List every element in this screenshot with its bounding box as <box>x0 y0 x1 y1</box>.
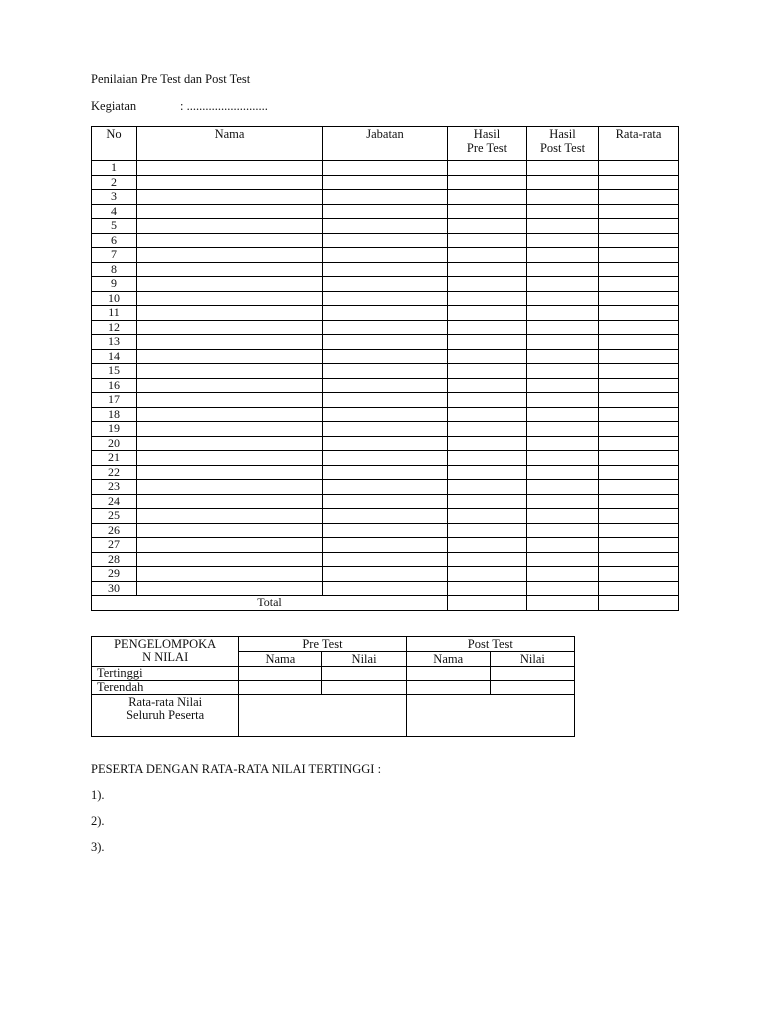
row-number: 19 <box>92 422 137 437</box>
cell <box>599 161 679 176</box>
cell <box>527 248 599 263</box>
cell <box>323 277 448 292</box>
pre-test-nama-header: Nama <box>239 652 322 667</box>
cell <box>599 436 679 451</box>
total-row <box>92 596 679 611</box>
table-row <box>92 494 679 509</box>
cell <box>137 465 323 480</box>
cell <box>137 320 323 335</box>
header-nama: Nama <box>137 127 323 161</box>
cell <box>137 335 323 350</box>
row-number: 22 <box>92 465 137 480</box>
cell <box>137 175 323 190</box>
cell <box>599 190 679 205</box>
winner-item: 1). <box>91 788 105 802</box>
cell <box>323 581 448 596</box>
cell <box>406 667 490 681</box>
row-number: 24 <box>92 494 137 509</box>
cell <box>137 436 323 451</box>
table-row <box>92 581 679 596</box>
cell <box>137 262 323 277</box>
header-jabatan: Jabatan <box>323 127 448 161</box>
cell <box>323 320 448 335</box>
cell <box>448 364 527 379</box>
cell <box>448 552 527 567</box>
cell <box>137 248 323 263</box>
table-row <box>92 262 679 277</box>
cell <box>527 552 599 567</box>
cell <box>527 465 599 480</box>
cell <box>448 233 527 248</box>
table-row <box>92 306 679 321</box>
cell <box>323 407 448 422</box>
table-row <box>92 335 679 350</box>
cell <box>527 596 599 611</box>
row-number: 26 <box>92 523 137 538</box>
cell <box>599 233 679 248</box>
cell <box>448 407 527 422</box>
cell <box>448 581 527 596</box>
cell <box>323 480 448 495</box>
cell <box>137 509 323 524</box>
cell <box>599 175 679 190</box>
cell <box>527 378 599 393</box>
cell <box>137 190 323 205</box>
row-number: 27 <box>92 538 137 553</box>
cell <box>527 523 599 538</box>
grouping-header: PENGELOMPOKA N NILAI <box>92 637 239 667</box>
cell <box>448 320 527 335</box>
header-hasil-post-test: Hasil Post Test <box>527 127 599 161</box>
cell <box>448 190 527 205</box>
row-number: 14 <box>92 349 137 364</box>
cell <box>448 436 527 451</box>
cell <box>448 596 527 611</box>
cell <box>599 596 679 611</box>
cell <box>323 494 448 509</box>
cell <box>323 422 448 437</box>
cell <box>137 204 323 219</box>
cell <box>527 291 599 306</box>
table-row <box>92 407 679 422</box>
cell <box>137 306 323 321</box>
post-test-nama-header: Nama <box>406 652 490 667</box>
cell <box>527 393 599 408</box>
cell <box>137 538 323 553</box>
table-row <box>92 393 679 408</box>
scores-table <box>91 126 679 611</box>
row-number: 3 <box>92 190 137 205</box>
cell <box>323 190 448 205</box>
row-number: 30 <box>92 581 137 596</box>
cell <box>323 451 448 466</box>
document-title: Penilaian Pre Test dan Post Test <box>91 72 251 86</box>
row-number: 18 <box>92 407 137 422</box>
cell <box>527 436 599 451</box>
header-rata-rata: Rata-rata <box>599 127 679 161</box>
cell <box>448 219 527 234</box>
cell <box>322 681 406 695</box>
header-no: No <box>92 127 137 161</box>
tertinggi-label: Tertinggi <box>92 667 239 681</box>
table-row <box>92 364 679 379</box>
cell <box>323 523 448 538</box>
cell <box>527 480 599 495</box>
cell <box>323 538 448 553</box>
cell <box>599 335 679 350</box>
grouping-table <box>91 636 575 737</box>
table-row <box>92 175 679 190</box>
row-number: 2 <box>92 175 137 190</box>
cell <box>599 567 679 582</box>
table-row <box>92 190 679 205</box>
cell <box>527 407 599 422</box>
cell <box>137 422 323 437</box>
cell <box>323 465 448 480</box>
cell <box>323 291 448 306</box>
cell <box>448 480 527 495</box>
cell <box>527 567 599 582</box>
cell <box>527 335 599 350</box>
cell <box>323 175 448 190</box>
table-row <box>92 523 679 538</box>
cell <box>599 248 679 263</box>
cell <box>599 480 679 495</box>
row-number: 20 <box>92 436 137 451</box>
cell <box>490 667 574 681</box>
table-row <box>92 349 679 364</box>
row-number: 9 <box>92 277 137 292</box>
pre-test-header: Pre Test <box>239 637 406 652</box>
table-row <box>92 480 679 495</box>
cell <box>599 320 679 335</box>
row-number: 29 <box>92 567 137 582</box>
cell <box>239 667 322 681</box>
cell <box>599 219 679 234</box>
cell <box>323 248 448 263</box>
rata-rata-label: Rata-rata Nilai Seluruh Peserta <box>92 695 239 737</box>
cell <box>137 581 323 596</box>
table-row <box>92 248 679 263</box>
cell <box>323 335 448 350</box>
cell <box>323 204 448 219</box>
cell <box>448 567 527 582</box>
cell <box>137 291 323 306</box>
cell <box>137 494 323 509</box>
cell <box>527 509 599 524</box>
cell <box>599 349 679 364</box>
cell <box>527 306 599 321</box>
cell <box>137 277 323 292</box>
cell <box>448 523 527 538</box>
cell <box>527 161 599 176</box>
row-number: 6 <box>92 233 137 248</box>
cell <box>137 161 323 176</box>
table-row <box>92 451 679 466</box>
row-number: 21 <box>92 451 137 466</box>
table-row <box>92 219 679 234</box>
cell <box>599 451 679 466</box>
row-number: 4 <box>92 204 137 219</box>
cell <box>490 681 574 695</box>
cell <box>322 667 406 681</box>
cell <box>527 422 599 437</box>
cell <box>137 552 323 567</box>
cell <box>323 436 448 451</box>
cell <box>527 219 599 234</box>
cell <box>323 393 448 408</box>
table-row <box>92 436 679 451</box>
cell <box>137 480 323 495</box>
cell <box>323 306 448 321</box>
cell <box>599 277 679 292</box>
cell <box>448 291 527 306</box>
row-number: 10 <box>92 291 137 306</box>
cell <box>448 465 527 480</box>
cell <box>323 233 448 248</box>
cell <box>323 364 448 379</box>
cell <box>239 695 406 737</box>
cell <box>323 219 448 234</box>
cell <box>527 233 599 248</box>
cell <box>527 277 599 292</box>
row-number: 25 <box>92 509 137 524</box>
cell <box>406 681 490 695</box>
cell <box>137 407 323 422</box>
total-label: Total <box>92 596 448 611</box>
cell <box>323 509 448 524</box>
table-row <box>92 378 679 393</box>
table-row <box>92 204 679 219</box>
table-row <box>92 552 679 567</box>
cell <box>137 364 323 379</box>
cell <box>599 538 679 553</box>
row-number: 7 <box>92 248 137 263</box>
cell <box>599 204 679 219</box>
cell <box>448 277 527 292</box>
kegiatan-label: Kegiatan <box>91 99 137 113</box>
row-number: 23 <box>92 480 137 495</box>
cell <box>527 204 599 219</box>
cell <box>527 320 599 335</box>
table-row <box>92 567 679 582</box>
cell <box>527 364 599 379</box>
cell <box>448 378 527 393</box>
cell <box>599 378 679 393</box>
cell <box>599 393 679 408</box>
post-test-nilai-header: Nilai <box>490 652 574 667</box>
table-row <box>92 509 679 524</box>
cell <box>527 581 599 596</box>
row-number: 17 <box>92 393 137 408</box>
cell <box>323 567 448 582</box>
cell <box>599 291 679 306</box>
row-number: 28 <box>92 552 137 567</box>
cell <box>448 306 527 321</box>
table-row <box>92 465 679 480</box>
cell <box>137 233 323 248</box>
row-number: 1 <box>92 161 137 176</box>
post-test-header: Post Test <box>406 637 574 652</box>
header-hasil-pre-test: Hasil Pre Test <box>448 127 527 161</box>
table-row <box>92 320 679 335</box>
cell <box>599 306 679 321</box>
cell <box>323 349 448 364</box>
cell <box>448 451 527 466</box>
cell <box>527 494 599 509</box>
cell <box>599 262 679 277</box>
cell <box>448 175 527 190</box>
cell <box>137 523 323 538</box>
cell <box>137 378 323 393</box>
cell <box>323 161 448 176</box>
cell <box>599 523 679 538</box>
terendah-label: Terendah <box>92 681 239 695</box>
row-number: 13 <box>92 335 137 350</box>
kegiatan-value: : .......................... <box>180 99 268 113</box>
cell <box>448 161 527 176</box>
table-row <box>92 422 679 437</box>
cell <box>599 407 679 422</box>
cell <box>527 538 599 553</box>
pre-test-nilai-header: Nilai <box>322 652 406 667</box>
cell <box>448 422 527 437</box>
cell <box>527 349 599 364</box>
table-row <box>92 161 679 176</box>
cell <box>448 204 527 219</box>
row-number: 16 <box>92 378 137 393</box>
table-row <box>92 277 679 292</box>
cell <box>448 335 527 350</box>
table-row <box>92 233 679 248</box>
cell <box>448 538 527 553</box>
table-row <box>92 291 679 306</box>
cell <box>323 552 448 567</box>
row-number: 5 <box>92 219 137 234</box>
cell <box>137 349 323 364</box>
row-number: 12 <box>92 320 137 335</box>
cell <box>406 695 574 737</box>
winner-item: 2). <box>91 814 105 828</box>
cell <box>448 349 527 364</box>
cell <box>448 262 527 277</box>
cell <box>448 248 527 263</box>
cell <box>599 422 679 437</box>
cell <box>137 393 323 408</box>
cell <box>599 465 679 480</box>
cell <box>323 262 448 277</box>
row-number: 11 <box>92 306 137 321</box>
cell <box>599 552 679 567</box>
table-row <box>92 538 679 553</box>
cell <box>527 451 599 466</box>
cell <box>137 451 323 466</box>
cell <box>599 364 679 379</box>
cell <box>599 581 679 596</box>
row-number: 15 <box>92 364 137 379</box>
winners-heading: PESERTA DENGAN RATA-RATA NILAI TERTINGGI : <box>91 762 382 776</box>
cell <box>599 494 679 509</box>
cell <box>448 393 527 408</box>
cell <box>527 190 599 205</box>
cell <box>137 219 323 234</box>
winner-item: 3). <box>91 840 105 854</box>
cell <box>527 262 599 277</box>
cell <box>239 681 322 695</box>
cell <box>448 494 527 509</box>
cell <box>323 378 448 393</box>
cell <box>137 567 323 582</box>
cell <box>448 509 527 524</box>
row-number: 8 <box>92 262 137 277</box>
scores-table-header <box>92 127 679 161</box>
cell <box>527 175 599 190</box>
cell <box>599 509 679 524</box>
